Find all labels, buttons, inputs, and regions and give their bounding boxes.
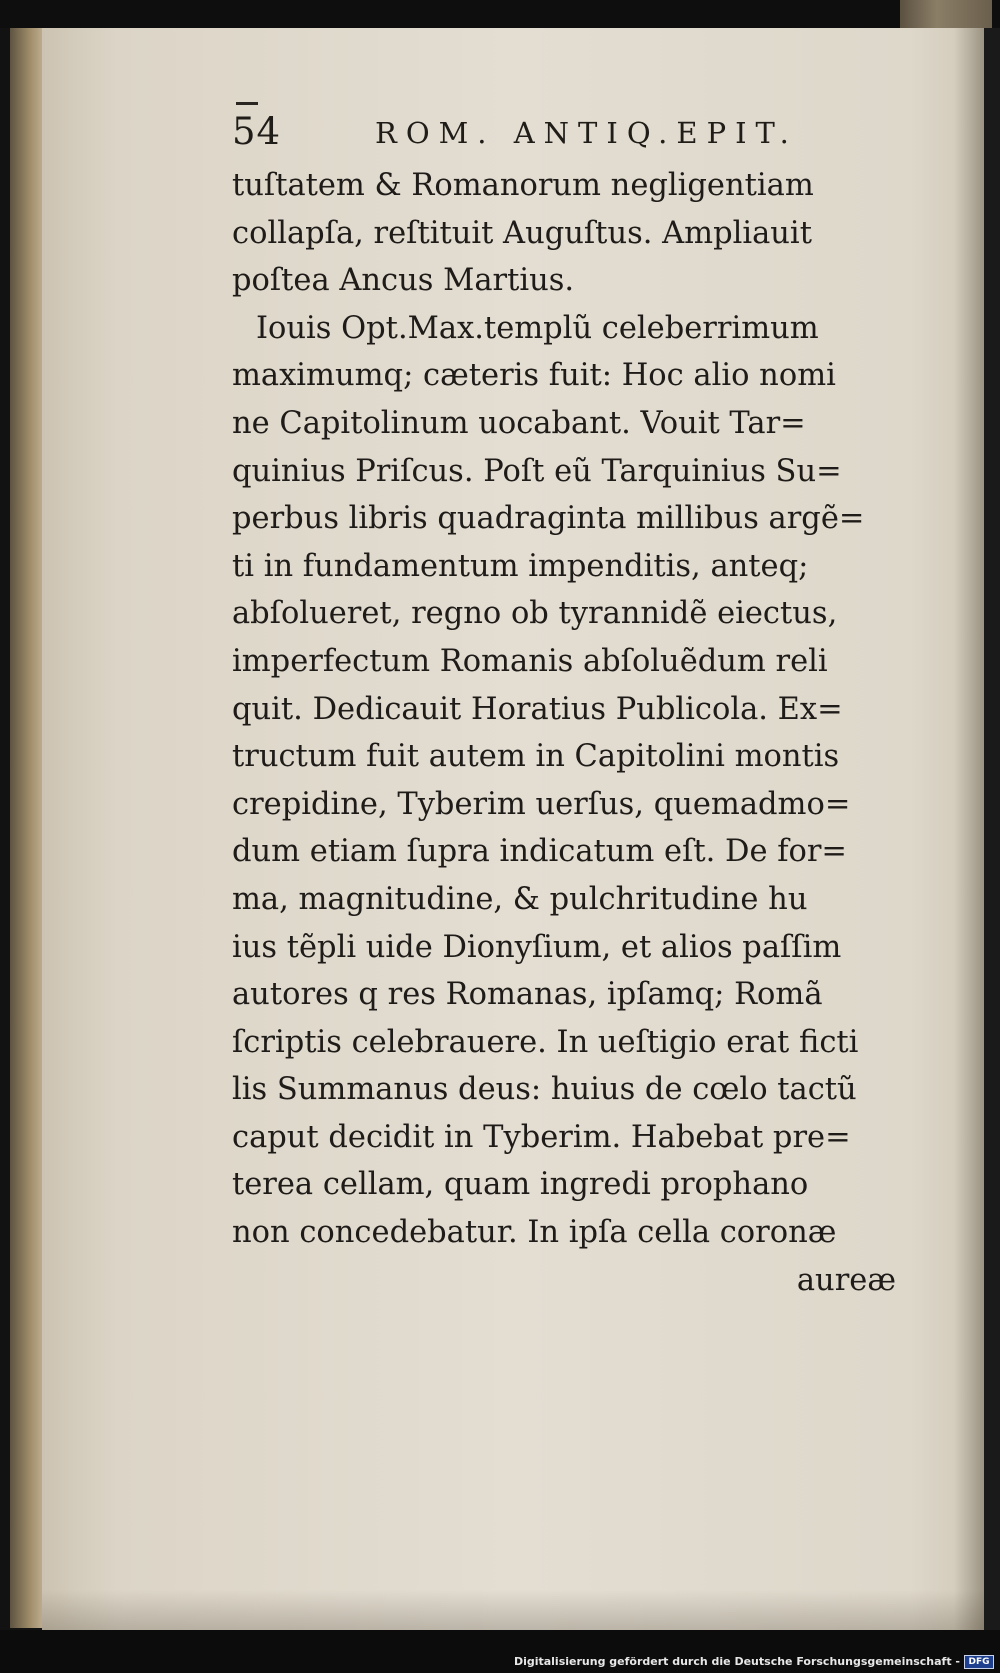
scan-top-border bbox=[0, 0, 1000, 28]
book-spine-edge bbox=[10, 28, 44, 1628]
page-number-mark bbox=[236, 102, 258, 105]
text-line: terea cellam, quam ingredi prophano bbox=[232, 1167, 809, 1203]
text-line: tructum fuit autem in Capitolini montis bbox=[232, 739, 840, 775]
text-line: tuſtatem & Romanorum negligentiam bbox=[232, 168, 814, 203]
text-line: crepidine, Tyberim uerſus, quemadmo= bbox=[232, 786, 851, 822]
catchword: aureæ bbox=[796, 1262, 896, 1298]
text-line: lis Summanus deus: huius de cœlo tactũ bbox=[232, 1072, 857, 1108]
page-header bbox=[232, 110, 892, 156]
page-shadow-right bbox=[954, 28, 984, 1630]
text-line: ma, magnitudine, & pulchritudine hu bbox=[232, 881, 808, 917]
adjacent-page-edge bbox=[900, 0, 992, 28]
text-line: quit. Dedicauit Horatius Publicola. Ex= bbox=[232, 691, 843, 727]
page-shadow-bottom bbox=[42, 1590, 984, 1630]
page-number: 54 bbox=[232, 110, 282, 153]
scan-right-border bbox=[984, 28, 1000, 1630]
text-line: poſtea Ancus Martius. bbox=[232, 263, 575, 299]
text-line: ius tẽpli uide Dionyſium, et alios paſſim bbox=[232, 929, 842, 965]
text-line: maximumq; cæteris fuit: Hoc alio nomi bbox=[232, 358, 836, 394]
running-head: ROM. ANTIQ.EPIT. bbox=[375, 116, 798, 150]
text-line: caput decidit in Tyberim. Habebat pre= bbox=[232, 1119, 851, 1155]
text-line: perbus libris quadraginta millibus argẽ= bbox=[232, 501, 865, 537]
digitization-footer bbox=[0, 1654, 1000, 1672]
text-line: Iouis Opt.Max.templũ celeberrimum bbox=[256, 310, 819, 346]
text-line: quinius Priſcus. Poſt eũ Tarquinius Su= bbox=[232, 453, 842, 489]
text-line: non concedebatur. In ipſa cella coronæ bbox=[232, 1215, 837, 1251]
text-line: imperfectum Romanis abſoluẽdum reli bbox=[232, 643, 828, 679]
text-line: abſolueret, regno ob tyrannidẽ eiectus, bbox=[232, 596, 838, 632]
body-text bbox=[232, 162, 904, 1304]
text-line: autores q res Romanas, ipſamq; Romã bbox=[232, 977, 823, 1013]
funding-credit: Digitalisierung gefördert durch die Deutsche Forschungsgemeinschaft - bbox=[513, 1655, 960, 1668]
text-line: collapſa, reſtituit Auguſtus. Ampliauit bbox=[232, 215, 812, 251]
text-line: dum etiam ſupra indicatum eſt. De for= bbox=[232, 834, 847, 870]
text-line: ti in fundamentum impenditis, anteq; bbox=[232, 548, 809, 584]
dfg-logo-icon: DFG bbox=[964, 1655, 994, 1669]
text-line: ne Capitolinum uocabant. Vouit Tar= bbox=[232, 405, 806, 441]
text-line: ſcriptis celebrauere. In ueſtigio erat ficti bbox=[232, 1024, 859, 1060]
